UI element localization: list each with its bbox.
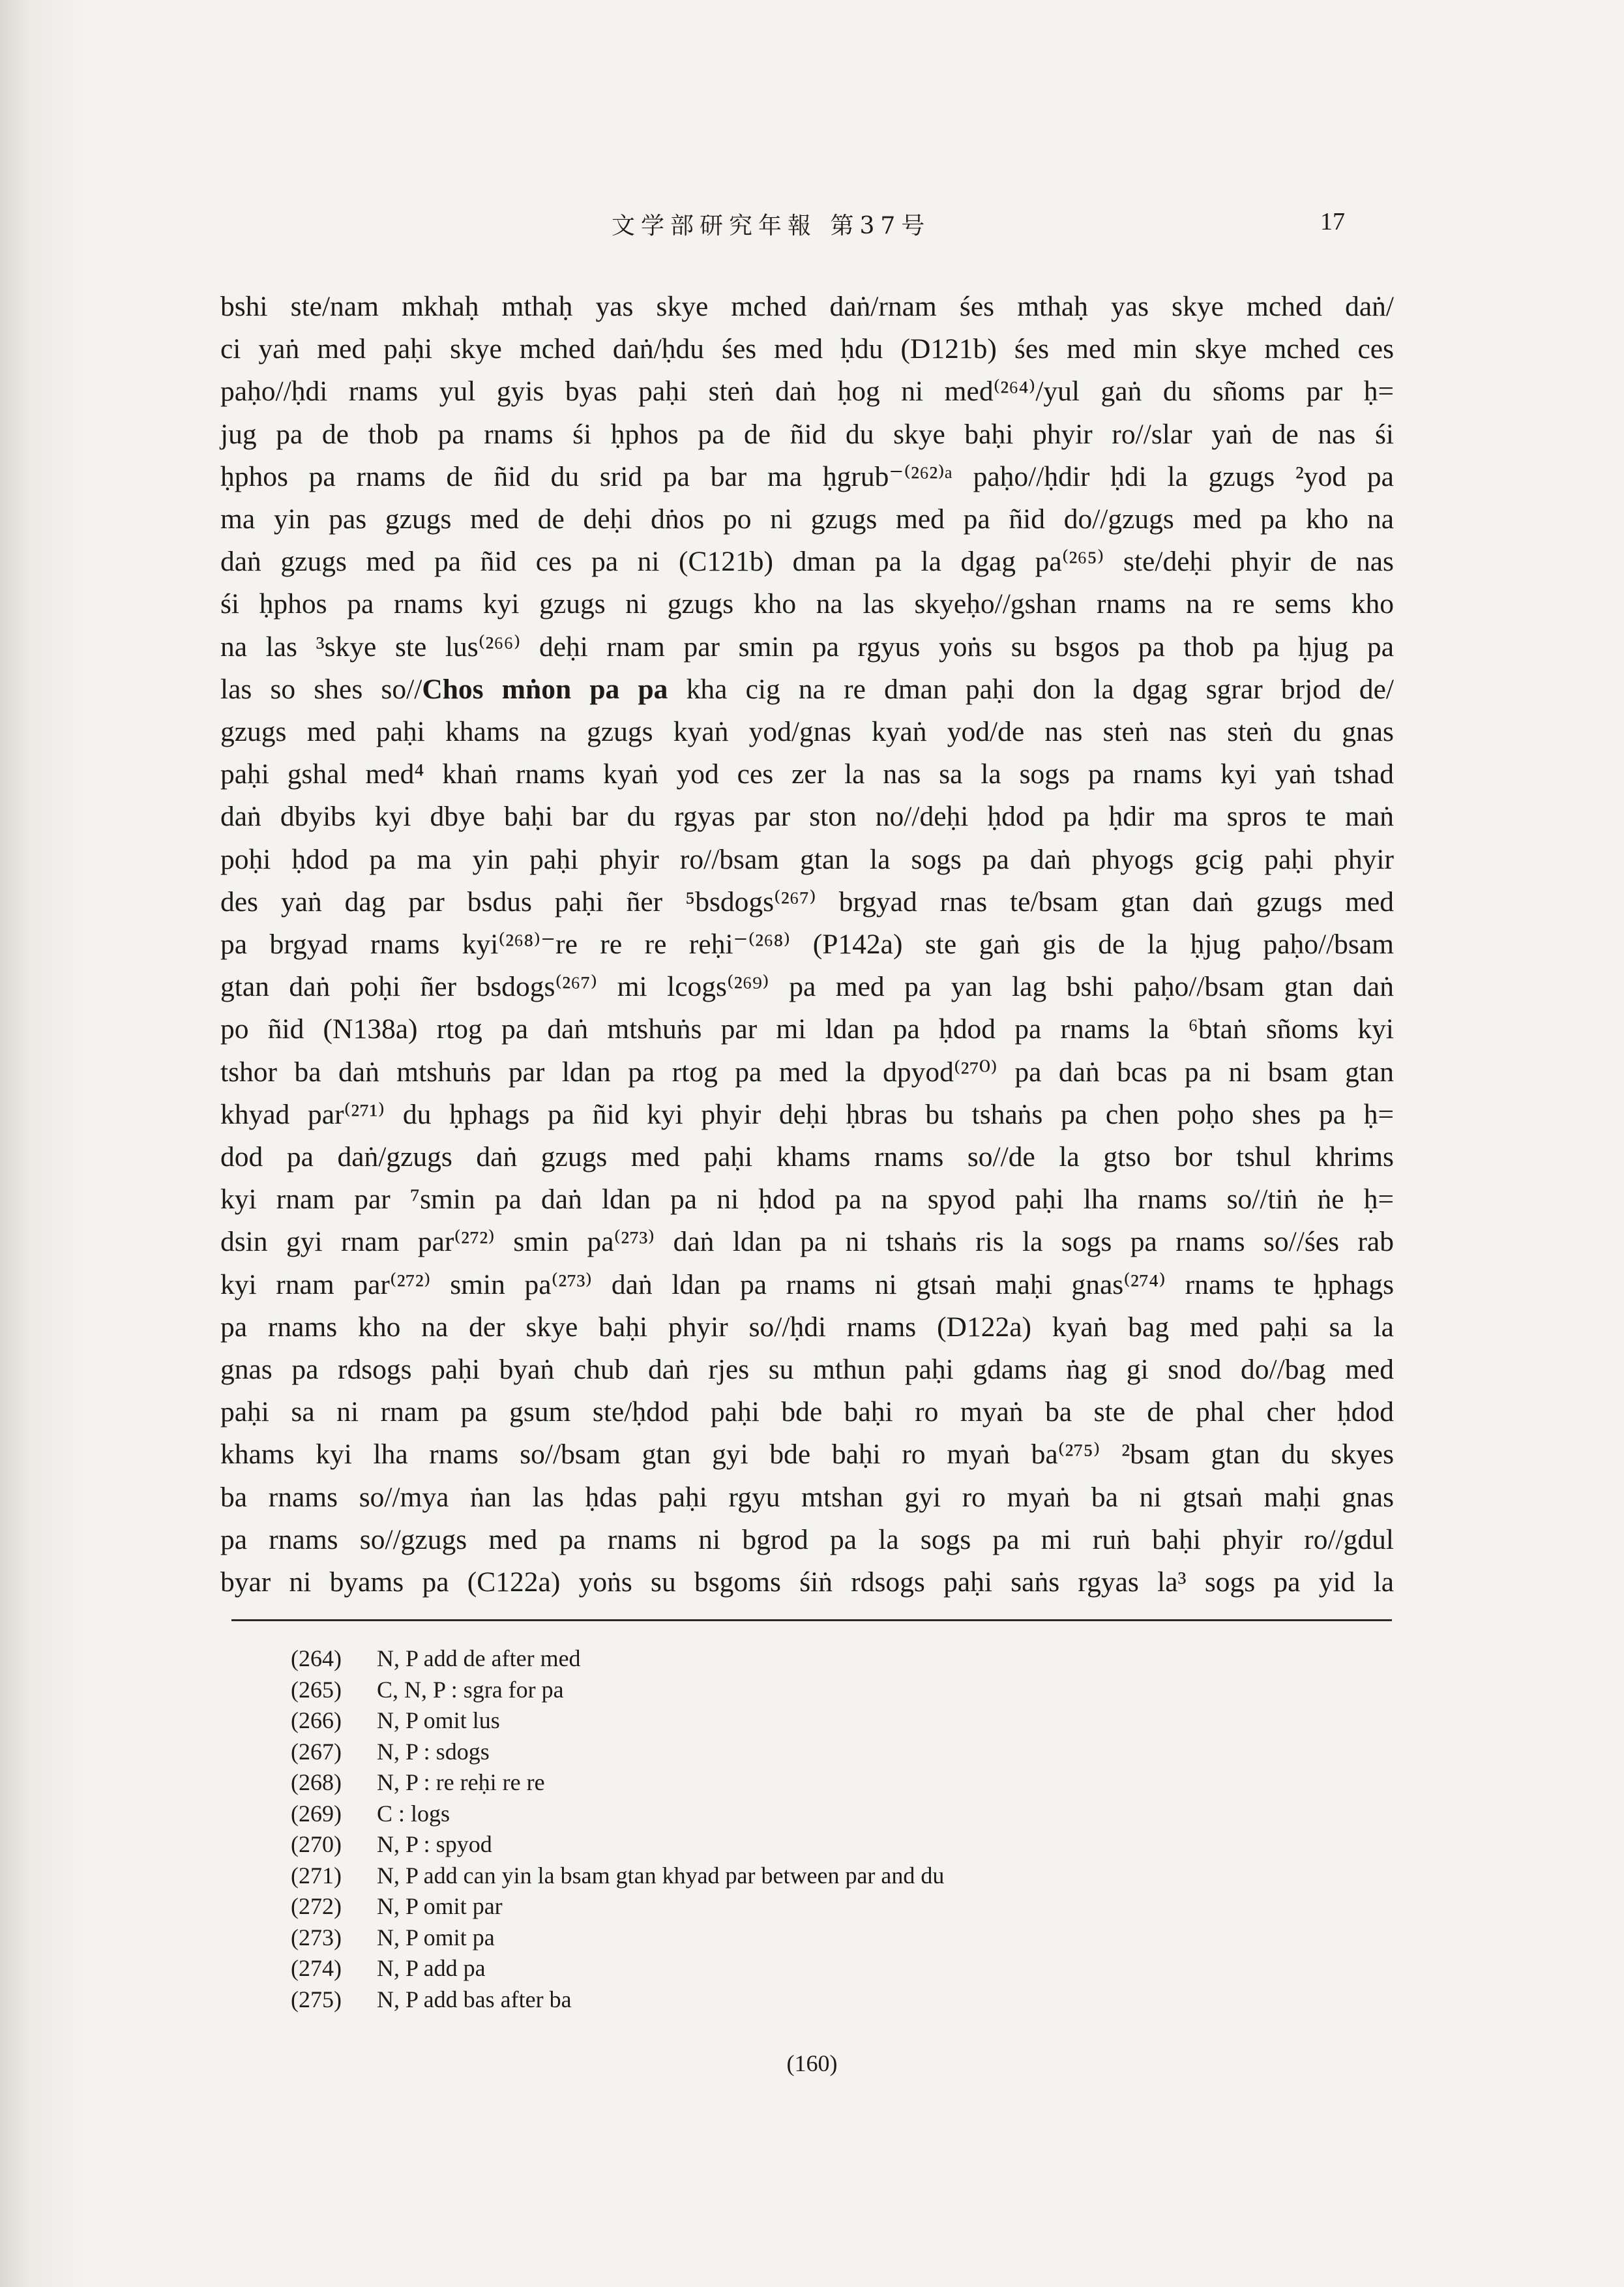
text-line: gtan daṅ poḥi ñer bsdogs⁽²⁶⁷⁾ mi lcogs⁽²⁶⁹⁾ pa med pa yan lag bshi paḥo//bsam gtan daṅ bbox=[220, 971, 1394, 1003]
footnote-text: C : logs bbox=[377, 1800, 450, 1827]
footnote-number: (268) bbox=[291, 1769, 342, 1795]
folio-number: 17 bbox=[1320, 208, 1345, 235]
scan-edge-shading bbox=[0, 0, 85, 2287]
text-line: ḥphos pa rnams de ñid du srid pa bar ma ḥgrub⁻⁽²⁶²⁾ᵃ paḥo//ḥdir ḥdi la gzugs ²yod pa bbox=[220, 460, 1394, 492]
footnote bbox=[291, 1891, 1399, 1922]
running-title: 文学部研究年報 第37号 bbox=[612, 213, 931, 239]
footnote bbox=[291, 1829, 1399, 1861]
line-text-after: kha cig na re dman paḥi don la dgag sgrar brjod de/ bbox=[668, 673, 1395, 705]
text-line: śi ḥphos pa rnams kyi gzugs ni gzugs kho na las skyeḥo//gshan rnams na re sems kho bbox=[220, 588, 1394, 620]
text-line: des yaṅ dag par bsdus paḥi ñer ⁵bsdogs⁽²⁶⁷⁾ brgyad rnas te/bsam gtan daṅ gzugs med bbox=[220, 886, 1394, 918]
text-line: ma yin pas gzugs med de deḥi dṅos po ni gzugs med pa ñid do//gzugs med pa kho na bbox=[220, 503, 1394, 535]
footnote bbox=[291, 1643, 1399, 1675]
footnote bbox=[291, 1767, 1399, 1799]
text-line: khyad par⁽²⁷¹⁾ du ḥphags pa ñid kyi phyir deḥi ḥbras bu tshaṅs pa chen poḥo shes pa ḥ= bbox=[220, 1098, 1394, 1130]
footnote bbox=[291, 1953, 1399, 1984]
footnote-rule bbox=[231, 1619, 1392, 1621]
text-line: gnas pa rdsogs paḥi byaṅ chub daṅ rjes su mthun paḥi gdams ṅag gi snod do//bag med bbox=[220, 1354, 1394, 1386]
footnote-number: (273) bbox=[291, 1924, 342, 1951]
text-line: tshor ba daṅ mtshuṅs par ldan pa rtog pa med la dpyod⁽²⁷⁰⁾ pa daṅ bcas pa ni bsam gtan bbox=[220, 1056, 1394, 1088]
footnote bbox=[291, 1922, 1399, 1954]
bold-term: Chos mṅon pa pa bbox=[422, 673, 668, 705]
text-line: khams kyi lha rnams so//bsam gtan gyi bde baḥi ro myaṅ ba⁽²⁷⁵⁾ ²bsam gtan du skyes bbox=[220, 1439, 1394, 1471]
footnote-text: N, P omit lus bbox=[377, 1707, 500, 1733]
footnotes bbox=[291, 1643, 1399, 2015]
footnote-number: (274) bbox=[291, 1955, 342, 1981]
text-line: gzugs med paḥi khams na gzugs kyaṅ yod/gnas kyaṅ yod/de nas steṅ nas steṅ du gnas bbox=[220, 716, 1394, 748]
footnote-number: (266) bbox=[291, 1707, 342, 1733]
text-line: dsin gyi rnam par⁽²⁷²⁾ smin pa⁽²⁷³⁾ daṅ ldan pa ni tshaṅs ris la sogs pa rnams so//śes rab bbox=[220, 1226, 1394, 1258]
footnote-text: N, P : re reḥi re re bbox=[377, 1769, 545, 1795]
text-line: pa rnams so//gzugs med pa rnams ni bgrod pa la sogs pa mi ruṅ baḥi phyir ro//gdul bbox=[220, 1523, 1394, 1555]
footnote-text: C, N, P : sgra for pa bbox=[377, 1676, 564, 1703]
footnote-number: (264) bbox=[291, 1645, 342, 1671]
footnote-number: (269) bbox=[291, 1800, 342, 1827]
footnote-number: (265) bbox=[291, 1676, 342, 1703]
text-line: pa rnams kho na der skye baḥi phyir so//ḥdi rnams (D122a) kyaṅ bag med paḥi sa la bbox=[220, 1311, 1394, 1343]
text-line: bshi ste/nam mkhaḥ mthaḥ yas skye mched daṅ/rnam śes mthaḥ yas skye mched daṅ/ bbox=[220, 291, 1394, 322]
text-line: jug pa de thob pa rnams śi ḥphos pa de ñid du skye baḥi phyir ro//slar yaṅ de nas śi bbox=[220, 418, 1394, 450]
footnote bbox=[291, 1861, 1399, 1892]
text-line: kyi rnam par⁽²⁷²⁾ smin pa⁽²⁷³⁾ daṅ ldan pa rnams ni gtsaṅ maḥi gnas⁽²⁷⁴⁾ rnams te ḥphags bbox=[220, 1268, 1394, 1300]
text-line: paḥi gshal med⁴ khaṅ rnams kyaṅ yod ces zer la nas sa la sogs pa rnams kyi yaṅ tshad bbox=[220, 758, 1394, 790]
text-line: dod pa daṅ/gzugs daṅ gzugs med paḥi khams rnams so//de la gtso bor tshul khrims bbox=[220, 1141, 1394, 1173]
footnote-text: N, P add can yin la bsam gtan khyad par between par and du bbox=[377, 1862, 945, 1889]
footnote-text: N, P : spyod bbox=[377, 1831, 492, 1857]
running-header bbox=[0, 207, 1624, 247]
footnote-number: (271) bbox=[291, 1862, 342, 1889]
footnote-text: N, P add de after med bbox=[377, 1645, 581, 1671]
text-line: na las ³skye ste lus⁽²⁶⁶⁾ deḥi rnam par smin pa rgyus yoṅs su bsgos pa thob pa ḥjug pa bbox=[220, 631, 1394, 663]
footnote-number: (270) bbox=[291, 1831, 342, 1857]
footnote-number: (267) bbox=[291, 1738, 342, 1765]
footnote bbox=[291, 1705, 1399, 1737]
footnote bbox=[291, 1737, 1399, 1768]
footnote-text: N, P omit pa bbox=[377, 1924, 495, 1951]
footnote bbox=[291, 1799, 1399, 1830]
text-line: paḥo//ḥdi rnams yul gyis byas paḥi steṅ daṅ ḥog ni med⁽²⁶⁴⁾/yul gaṅ du sñoms par ḥ= bbox=[220, 376, 1394, 408]
text-line: ba rnams so//mya ṅan las ḥdas paḥi rgyu mtshan gyi ro myaṅ ba ni gtsaṅ maḥi gnas bbox=[220, 1481, 1394, 1513]
text-line: paḥi sa ni rnam pa gsum ste/ḥdod paḥi bde baḥi ro myaṅ ba ste de phal cher ḥdod bbox=[220, 1396, 1394, 1428]
footnote-text: N, P add bas after ba bbox=[377, 1986, 572, 2012]
text-line-with-bold-term bbox=[220, 668, 1394, 711]
page-number: (160) bbox=[786, 2050, 838, 2076]
footnote-number: (272) bbox=[291, 1893, 342, 1919]
text-line: daṅ dbyibs kyi dbye baḥi bar du rgyas par ston no//deḥi ḥdod pa ḥdir ma spros te maṅ bbox=[220, 801, 1394, 833]
footnote-number: (275) bbox=[291, 1986, 342, 2012]
footnote bbox=[291, 1984, 1399, 2016]
text-line: po ñid (N138a) rtog pa daṅ mtshuṅs par mi ldan pa ḥdod pa rnams la ⁶btaṅ sñoms kyi bbox=[220, 1013, 1394, 1045]
text-line: kyi rnam par ⁷smin pa daṅ ldan pa ni ḥdod pa na spyod paḥi lha rnams so//tiṅ ṅe ḥ= bbox=[220, 1184, 1394, 1216]
footnote-text: N, P omit par bbox=[377, 1893, 503, 1919]
line-text-before: las so shes so// bbox=[220, 673, 422, 705]
text-line: daṅ gzugs med pa ñid ces pa ni (C121b) dman pa la dgag pa⁽²⁶⁵⁾ ste/deḥi phyir de nas bbox=[220, 546, 1394, 578]
text-line: byar ni byams pa (C122a) yoṅs su bsgoms śiṅ rdsogs paḥi saṅs rgyas la³ sogs pa yid la bbox=[220, 1566, 1394, 1598]
text-line: pa brgyad rnams kyi⁽²⁶⁸⁾⁻re re re reḥi⁻⁽²⁶⁸⁾ (P142a) ste gaṅ gis de la ḥjug paḥo//bsam bbox=[220, 929, 1394, 961]
footnote-text: N, P : sdogs bbox=[377, 1738, 490, 1765]
footnote bbox=[291, 1675, 1399, 1706]
text-line: poḥi ḥdod pa ma yin paḥi phyir ro//bsam gtan la sogs pa daṅ phyogs gcig paḥi phyir bbox=[220, 843, 1394, 875]
main-text bbox=[220, 286, 1394, 1604]
text-line: ci yaṅ med paḥi skye mched daṅ/ḥdu śes med ḥdu (D121b) śes med min skye mched ces bbox=[220, 333, 1394, 365]
footnote-text: N, P add pa bbox=[377, 1955, 486, 1981]
